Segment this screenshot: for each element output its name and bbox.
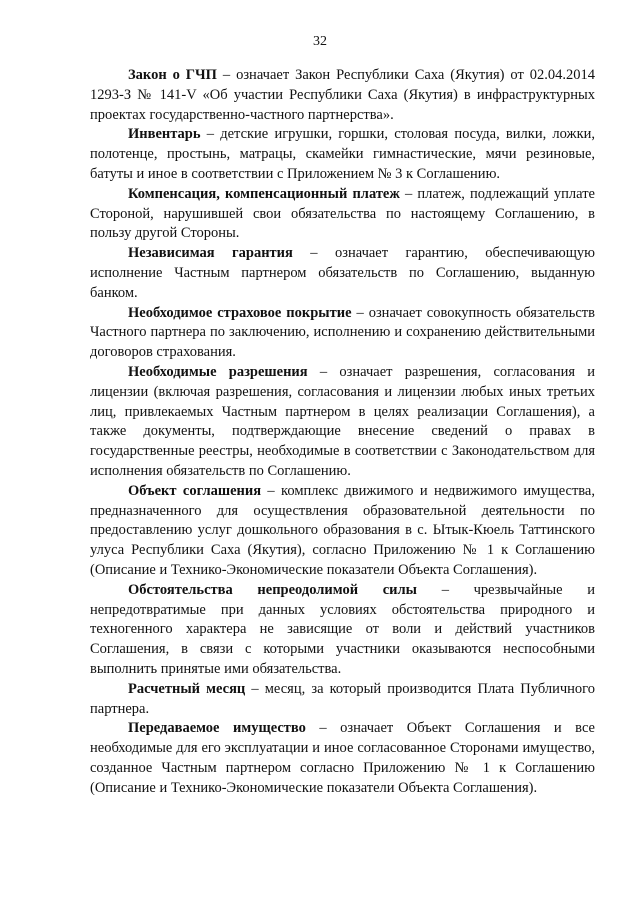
definition-term: Независимая гарантия — [128, 245, 293, 262]
definition-force-majeure — [90, 581, 595, 680]
definition-term: Необходимое страховое покрытие — [128, 304, 352, 321]
definition-term: Необходимые разрешения — [128, 363, 308, 380]
definition-insurance-coverage — [90, 304, 595, 363]
definition-text: – означает гарантию, обеспечивающую исполнение Частным партнером обязательств по Соглашению, выданную банком. — [90, 245, 596, 301]
definition-required-permits — [90, 363, 595, 482]
definition-transferred-property — [90, 719, 595, 798]
definition-settlement-month — [90, 680, 595, 720]
definition-text: – детские игрушки, горшки, столовая посуда, вилки, ложки, полотенце, простынь, матрацы, скамейки гимнастические, мячи резиновые, батуты и иное в соответствии с Приложением № 3 к Соглашению. — [90, 126, 595, 182]
definition-gchp-law — [90, 66, 595, 125]
definition-inventory — [90, 125, 595, 184]
definition-text: – означает Объект Соглашения и все необходимые для его эксплуатации и иное согласованное Сторонами имущество, созданное Частным партнером согласно Приложению № 1 к Соглашению (Описание и Технико-Экономические показатели Объекта Соглашения). — [90, 720, 595, 796]
definition-text: – месяц, за который производится Плата Публичного партнера. — [90, 680, 595, 717]
definition-term: Объект соглашения — [128, 482, 262, 499]
definition-agreement-object — [90, 482, 595, 581]
definition-independent-guarantee — [90, 244, 595, 303]
page-number: 32 — [313, 34, 327, 49]
definition-compensation — [90, 185, 595, 244]
definition-term: Компенсация, компенсационный платеж — [128, 185, 400, 202]
definition-text: – чрезвычайные и непредотвратимые при данных условиях обстоятельства природного и техногенного характера не зависящие от воли и действий участников Соглашения, в связи с которыми участники оказываются неспособными выполнить принятые ими обязательства. — [90, 581, 595, 677]
definition-text: – означает разрешения, согласования и лицензии (включая разрешения, согласования и лицензии любых иных третьих лиц, привлекаемых Частным партнером в целях реализации Соглашения), а также документы, подтверждающие внесение сведений о правах в государственные реестры, необходимые в соответствии с Законодательством для исполнения обязательств по Соглашению. — [90, 363, 596, 479]
definition-term: Расчетный месяц — [128, 680, 246, 697]
definition-text: – означает Закон Республики Саха (Якутия) от 02.04.2014 1293-З № 141-V «Об участии Республики Саха (Якутия) в инфраструктурных проектах государственно-частного партнерства». — [90, 67, 595, 123]
definition-term: Обстоятельства непреодолимой силы — [128, 581, 417, 598]
definition-term: Инвентарь — [128, 126, 201, 143]
definition-text: – означает совокупность обязательств Частного партнера по заключению, исполнению и сохранению действительными договоров страхования. — [90, 304, 595, 361]
definition-text: – комплекс движимого и недвижимого имущества, предназначенного для осуществления образовательной деятельности по предоставлению услуг дошкольного образования в с. Ытык-Кюель Таттинского улуса Республики Саха (Якутия), согласно Приложению № 1 к Соглашению (Описание и Технико-Экономические показатели Объекта Соглашения). — [90, 482, 595, 578]
definition-text: – платеж, подлежащий уплате Стороной, нарушившей свои обязательства по настоящему Соглашению, в пользу другой Стороны. — [90, 185, 595, 242]
definition-term: Передаваемое имущество — [128, 720, 306, 737]
definitions-list — [90, 66, 595, 798]
definition-term: Закон о ГЧП — [128, 67, 217, 83]
